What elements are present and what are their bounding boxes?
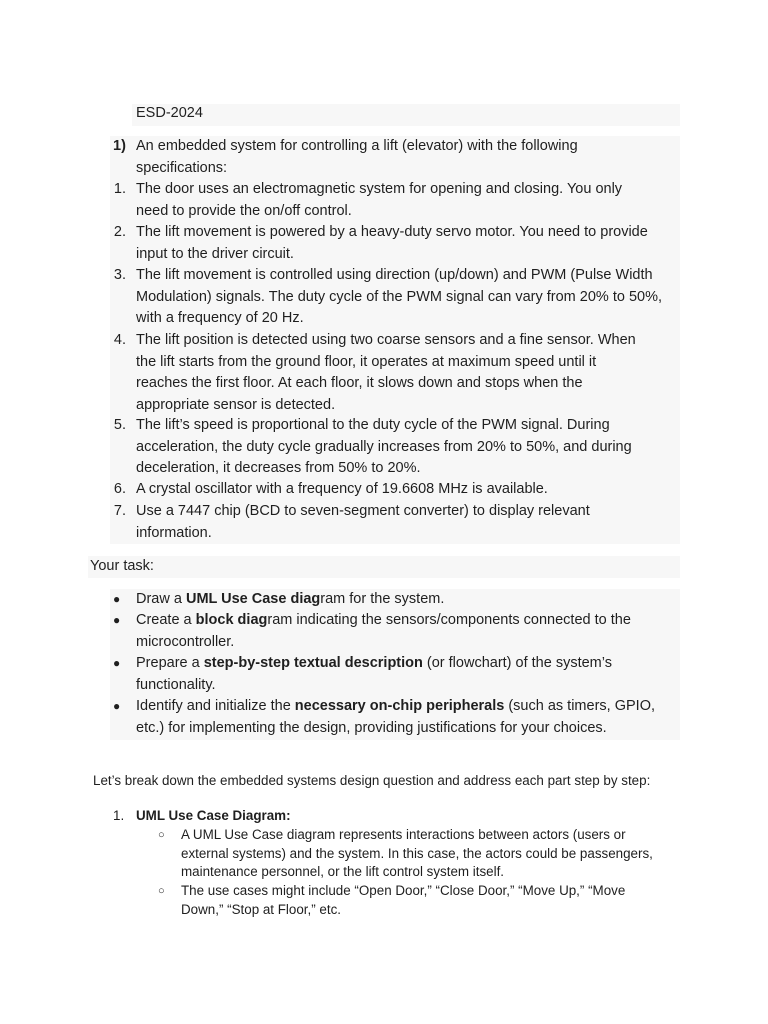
spec-5-line-2: acceleration, the duty cycle gradually increases from 20% to 50%, and during [136,438,632,455]
spec-number: 2. [113,224,126,240]
spec-5-line-1: The lift’s speed is proportional to the duty cycle of the PWM signal. During [136,417,610,433]
spec-7-line-1: Use a 7447 chip (BCD to seven-segment converter) to display relevant [136,503,590,519]
question-number: 1) [113,138,126,154]
spec-7-line-2: information. [136,524,212,541]
bullet-icon: ● [113,613,121,627]
task-item-2: Create a block diagram indicating the sensors/components connected to the [136,612,631,628]
bullet-icon: ● [113,699,121,713]
question-intro-line-1: An embedded system for controlling a lift (elevator) with the following [136,138,578,154]
answer-section-title: UML Use Case Diagram: [136,808,291,823]
answer-intro: Let’s break down the embedded systems design question and address each part step by step: [93,773,651,788]
spec-3-line-3: with a frequency of 20 Hz. [136,310,304,326]
spec-5-line-3: deceleration, it decreases from 50% to 20%. [136,460,421,476]
spec-4-line-3: reaches the first floor. At each floor, it slows down and stops when the [136,375,583,391]
spec-4-line-1: The lift position is detected using two coarse sensors and a fine sensor. When [136,332,636,348]
spec-3-line-1: The lift movement is controlled using direction (up/down) and PWM (Pulse Width [136,267,653,283]
spec-number: 4. [113,332,126,348]
answer-point-1-line-1: A UML Use Case diagram represents interactions between actors (users or [181,827,626,842]
spec-2-line-1: The lift movement is powered by a heavy-duty servo motor. You need to provide [136,224,648,240]
spec-2-line-2: input to the driver circuit. [136,245,294,262]
answer-point-2-line-1: The use cases might include “Open Door,” “Close Door,” “Move Up,” “Move [181,883,626,898]
task-item-4-line-2: etc.) for implementing the design, providing justifications for your choices. [136,719,607,736]
question-intro-line-2: specifications: [136,159,228,176]
spec-number: 3. [113,267,126,283]
spec-3-line-2: Modulation) signals. The duty cycle of the PWM signal can vary from 20% to 50%, [136,288,663,305]
answer-point-1-line-3: maintenance personnel, or the lift control system itself. [181,864,505,879]
task-item-1: Draw a UML Use Case diagram for the system. [136,591,445,607]
bullet-icon: ● [113,656,121,670]
task-item-3: Prepare a step-by-step textual description (or flowchart) of the system’s [136,655,612,671]
task-item-3-line-2: functionality. [136,676,216,693]
spec-number: 5. [113,417,126,433]
circle-bullet-icon: ○ [158,829,165,841]
answer-point-1-line-2: external systems) and the system. In this case, the actors could be passengers, [181,845,653,861]
task-heading-shade [88,556,680,578]
bullet-icon: ● [113,592,121,606]
spec-1-line-1: The door uses an electromagnetic system for opening and closing. You only [136,181,623,197]
task-item-2-line-2: microcontroller. [136,633,235,650]
circle-bullet-icon: ○ [158,885,165,897]
spec-1-line-2: need to provide the on/off control. [136,202,352,219]
answer-point-2-line-2: Down,” “Stop at Floor,” etc. [181,901,342,917]
spec-4-line-4: appropriate sensor is detected. [136,396,336,413]
spec-number: 6. [113,481,126,497]
document-title: ESD-2024 [136,105,203,121]
spec-6-line-1: A crystal oscillator with a frequency of 19.6608 MHz is available. [136,481,548,497]
answer-section-number: 1. [113,808,125,823]
spec-4-line-2: the lift starts from the ground floor, it operates at maximum speed until it [136,353,597,370]
spec-number: 7. [113,503,126,519]
header-shade [132,104,680,126]
task-item-4: Identify and initialize the necessary on-chip peripherals (such as timers, GPIO, [136,698,655,714]
spec-number: 1. [113,181,126,197]
task-heading: Your task: [90,558,154,574]
